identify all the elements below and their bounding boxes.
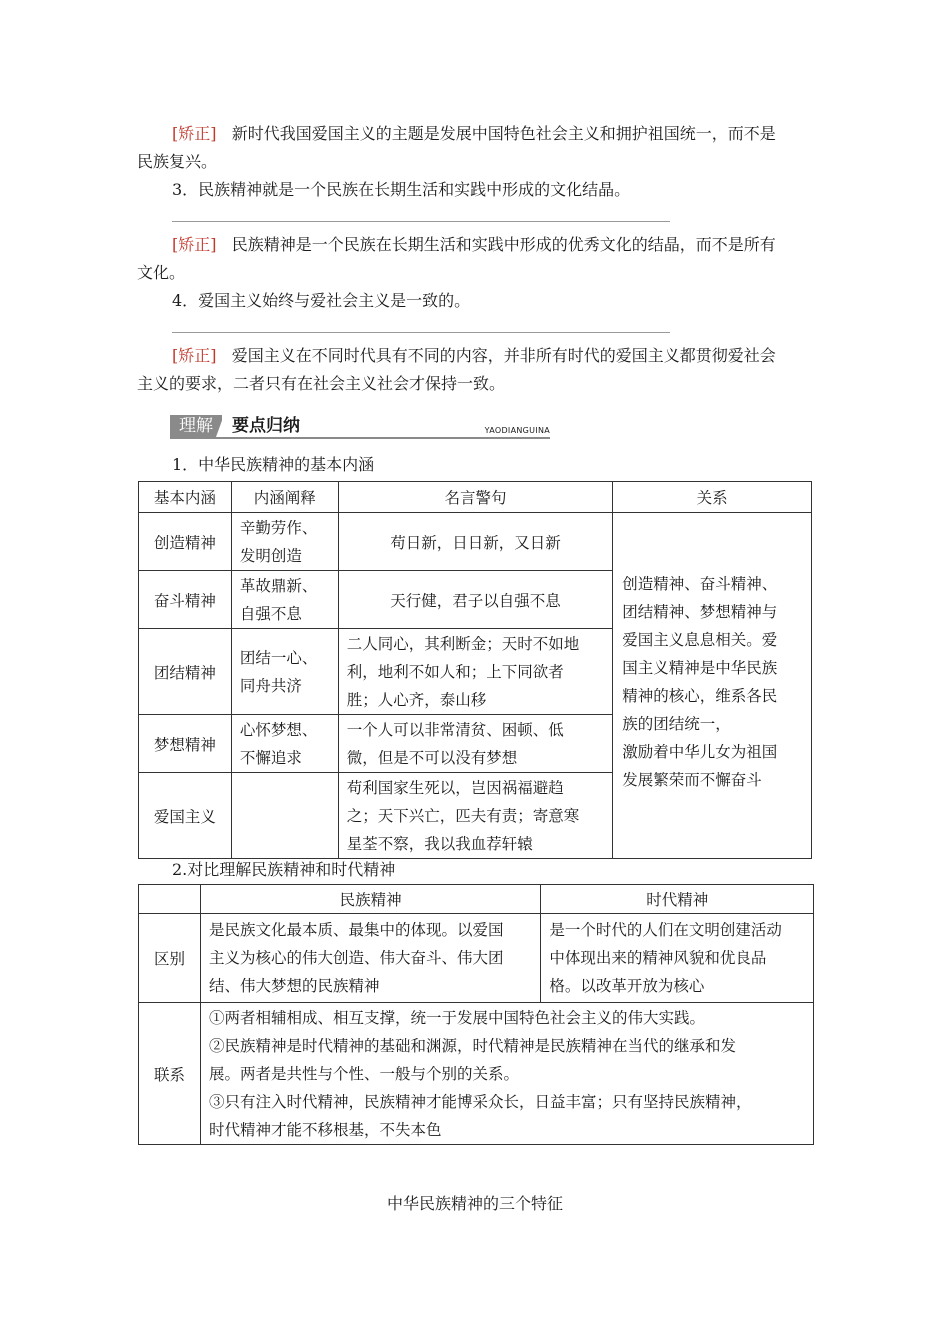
spirit-name: 奋斗精神: [139, 571, 232, 629]
spirit-explanation: 辛勤劳作、 发明创造: [231, 513, 338, 571]
header-cell: 基本内涵: [139, 482, 232, 513]
row-label: 联系: [139, 1003, 201, 1145]
correction-tag: [矫正]: [172, 124, 217, 143]
spirit-explanation: 革故鼎新、 自强不息: [231, 571, 338, 629]
relation-cell: 创造精神、奋斗精神、 团结精神、梦想精神与 爱国主义息息相关。爱 国主义精神是中华民族 精神的核心，维系各民 族的团结统一， 激励着中华儿女为祖国 发展繁荣而不懈奋斗: [613, 513, 812, 859]
section-header: [170, 413, 550, 441]
question-3: 3．民族精神就是一个民族在长期生活和实践中形成的文化结晶。: [172, 180, 631, 199]
header-cell: 名言警句: [338, 482, 613, 513]
header-cell: 关系: [613, 482, 812, 513]
spirit-name: 创造精神: [139, 513, 232, 571]
answer-line: [172, 221, 670, 222]
spirit-quote: 二人同心，其利断金；天时不如地 利，地利不如人和；上下同欲者 胜；人心齐，泰山移: [338, 629, 613, 715]
section-badge: 理解: [170, 415, 222, 437]
correction-2: [172, 231, 776, 259]
correction-text: 民族精神是一个民族在长期生活和实践中形成的优秀文化的结晶，而不是所有: [231, 235, 776, 254]
table1-caption: 1．中华民族精神的基本内涵: [172, 455, 375, 474]
header-cell: [139, 885, 201, 914]
spirit-explanation: 团结一心、 同舟共济: [231, 629, 338, 715]
correction-3: [172, 342, 776, 370]
spirit-name: 梦想精神: [139, 715, 232, 773]
national-spirit-diff: 是民族文化最本质、最集中的体现。以爱国 主义为核心的伟大创造、伟大奋斗、伟大团 结、伟大梦想的民族精神: [200, 914, 540, 1003]
correction-text: 爱国主义在不同时代具有不同的内容，并非所有时代的爱国主义都贯彻爱社会: [231, 346, 776, 365]
correction-tag: [矫正]: [172, 346, 217, 365]
spirit-name: 爱国主义: [139, 773, 232, 859]
spirit-explanation: 心怀梦想、 不懈追求: [231, 715, 338, 773]
inner-meaning-table: [138, 481, 812, 859]
connection-text: ①两者相辅相成、相互支撑，统一于发展中国特色社会主义的伟大实践。 ②民族精神是时代精神的基础和渊源，时代精神是民族精神在当代的继承和发 展。两者是共性与个性、一般与个别的关系。 ③只有注入时代精神，民族精神才能博采众长，日益丰富；只有坚持民族精神， 时代精神才能不移根基，不失本色: [200, 1003, 813, 1145]
correction-1: [172, 120, 776, 148]
table2-caption: 2.对比理解民族精神和时代精神: [172, 860, 396, 879]
comparison-table: [138, 884, 814, 1145]
spirit-quote: 苟日新，日日新，又日新: [338, 513, 613, 571]
section-underline: [170, 437, 550, 439]
answer-line: [172, 332, 670, 333]
header-cell: 时代精神: [541, 885, 814, 914]
spirit-quote: 天行健，君子以自强不息: [338, 571, 613, 629]
row-label: 区别: [139, 914, 201, 1003]
header-cell: 内涵阐释: [231, 482, 338, 513]
section-pinyin: YAODIANGUINA: [484, 426, 550, 435]
footer-heading: 中华民族精神的三个特征: [386, 1194, 563, 1213]
table-row: [139, 914, 814, 1003]
table-row: [139, 1003, 814, 1145]
correction-3-cont: 主义的要求，二者只有在社会主义社会才保持一致。: [137, 374, 506, 393]
correction-tag: [矫正]: [172, 235, 217, 254]
question-4: 4．爱国主义始终与爱社会主义是一致的。: [172, 291, 471, 310]
correction-2-cont: 文化。: [137, 263, 186, 282]
table-row: [139, 513, 812, 571]
correction-1-cont: 民族复兴。: [137, 152, 218, 171]
correction-text: 新时代我国爱国主义的主题是发展中国特色社会主义和拥护祖国统一，而不是: [231, 124, 776, 143]
era-spirit-diff: 是一个时代的人们在文明创建活动 中体现出来的精神风貌和优良品 格。以改革开放为核心: [541, 914, 814, 1003]
header-cell: 民族精神: [200, 885, 540, 914]
spirit-quote: 一个人可以非常清贫、困顿、低 微，但是不可以没有梦想: [338, 715, 613, 773]
section-title: 要点归纳: [232, 416, 300, 436]
spirit-name: 团结精神: [139, 629, 232, 715]
spirit-explanation: [231, 773, 338, 859]
spirit-quote: 苟利国家生死以，岂因祸福避趋 之；天下兴亡，匹夫有责；寄意寒 星荃不察，我以我血荐轩辕: [338, 773, 613, 859]
